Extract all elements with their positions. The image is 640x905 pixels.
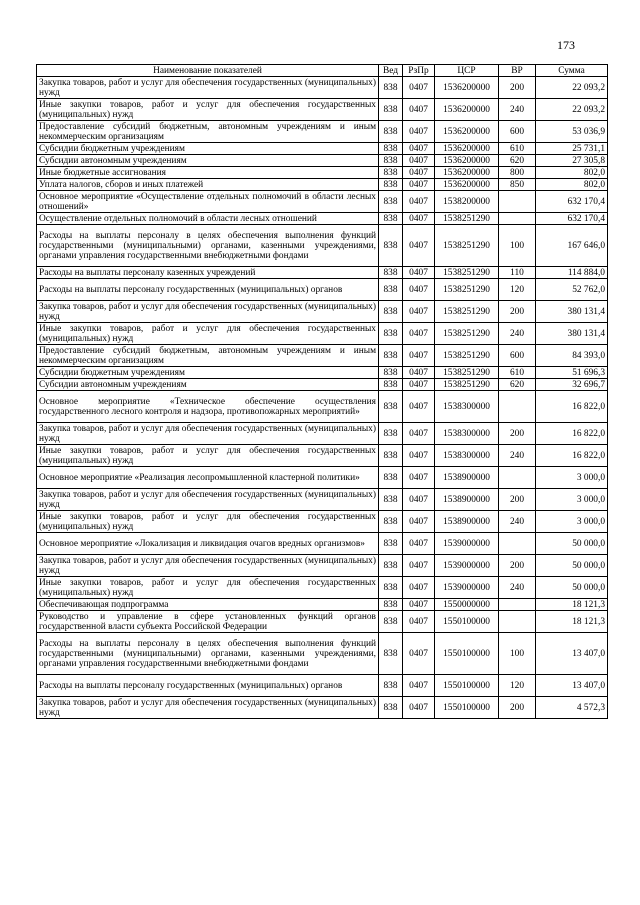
row-rzpr: 0407 — [403, 143, 435, 155]
row-sum: 3 000,0 — [536, 489, 608, 511]
table-row — [37, 213, 608, 225]
row-rzpr: 0407 — [403, 599, 435, 611]
row-name: Иные бюджетные ассигнования — [37, 167, 379, 179]
row-name: Расходы на выплаты персоналу в целях обеспечения выполнения функций государственными (муниципальными) органами, казенными учреждениями, органами управления государственными внебюджетными фондами — [37, 225, 379, 267]
row-rzpr: 0407 — [403, 489, 435, 511]
row-ved: 838 — [379, 533, 403, 555]
row-rzpr: 0407 — [403, 511, 435, 533]
table-row — [37, 167, 608, 179]
row-rzpr: 0407 — [403, 555, 435, 577]
row-rzpr: 0407 — [403, 379, 435, 391]
row-vr: 120 — [499, 675, 536, 697]
row-vr: 610 — [499, 367, 536, 379]
table-row — [37, 533, 608, 555]
row-vr: 200 — [499, 489, 536, 511]
row-ved: 838 — [379, 599, 403, 611]
table-row — [37, 577, 608, 599]
row-ved: 838 — [379, 379, 403, 391]
page-number: 173 — [557, 38, 575, 52]
row-sum: 632 170,4 — [536, 213, 608, 225]
table-row — [37, 511, 608, 533]
row-csr: 1538300000 — [435, 391, 499, 423]
row-name: Закупка товаров, работ и услуг для обеспечения государственных (муниципальных) нужд — [37, 489, 379, 511]
row-csr: 1550100000 — [435, 697, 499, 719]
row-vr: 100 — [499, 633, 536, 675]
table-row — [37, 391, 608, 423]
table-row — [37, 121, 608, 143]
row-ved: 838 — [379, 279, 403, 301]
row-rzpr: 0407 — [403, 179, 435, 191]
row-csr: 1538900000 — [435, 489, 499, 511]
row-sum: 167 646,0 — [536, 225, 608, 267]
row-vr: 240 — [499, 511, 536, 533]
row-vr: 240 — [499, 99, 536, 121]
header-vr: ВР — [499, 65, 536, 77]
row-sum: 52 762,0 — [536, 279, 608, 301]
row-csr: 1536200000 — [435, 167, 499, 179]
row-name: Основное мероприятие «Локализация и ликвидация очагов вредных организмов» — [37, 533, 379, 555]
row-vr — [499, 213, 536, 225]
row-rzpr: 0407 — [403, 367, 435, 379]
row-csr: 1536200000 — [435, 99, 499, 121]
row-csr: 1539000000 — [435, 577, 499, 599]
row-rzpr: 0407 — [403, 267, 435, 279]
row-name: Основное мероприятие «Техническое обеспечение осуществления государственного лесного контроля и надзора, противопожарных мероприятий» — [37, 391, 379, 423]
row-ved: 838 — [379, 611, 403, 633]
table-row — [37, 323, 608, 345]
row-rzpr: 0407 — [403, 611, 435, 633]
row-csr: 1539000000 — [435, 555, 499, 577]
row-sum: 3 000,0 — [536, 511, 608, 533]
row-rzpr: 0407 — [403, 697, 435, 719]
row-ved: 838 — [379, 267, 403, 279]
row-sum: 25 731,1 — [536, 143, 608, 155]
row-name: Расходы на выплаты персоналу государственных (муниципальных) органов — [37, 279, 379, 301]
row-name: Основное мероприятие «Осуществление отдельных полномочий в области лесных отношений» — [37, 191, 379, 213]
row-vr: 610 — [499, 143, 536, 155]
row-sum: 114 884,0 — [536, 267, 608, 279]
table-header-row — [37, 65, 608, 77]
row-csr: 1536200000 — [435, 77, 499, 99]
row-vr: 100 — [499, 225, 536, 267]
row-ved: 838 — [379, 155, 403, 167]
row-vr — [499, 611, 536, 633]
row-ved: 838 — [379, 345, 403, 367]
row-rzpr: 0407 — [403, 633, 435, 675]
row-vr: 620 — [499, 155, 536, 167]
row-csr: 1538251290 — [435, 367, 499, 379]
row-vr: 800 — [499, 167, 536, 179]
header-ved: Вед — [379, 65, 403, 77]
row-name: Осуществление отдельных полномочий в области лесных отношений — [37, 213, 379, 225]
row-rzpr: 0407 — [403, 225, 435, 267]
table-row — [37, 301, 608, 323]
row-rzpr: 0407 — [403, 279, 435, 301]
row-csr: 1538251290 — [435, 301, 499, 323]
row-ved: 838 — [379, 367, 403, 379]
table-row — [37, 633, 608, 675]
table-row — [37, 697, 608, 719]
row-name: Закупка товаров, работ и услуг для обеспечения государственных (муниципальных) нужд — [37, 301, 379, 323]
row-name: Предоставление субсидий бюджетным, автономным учреждениям и иным некоммерческим организациям — [37, 345, 379, 367]
row-csr: 1550100000 — [435, 675, 499, 697]
row-rzpr: 0407 — [403, 213, 435, 225]
row-csr: 1539000000 — [435, 533, 499, 555]
table-row — [37, 77, 608, 99]
row-vr: 200 — [499, 697, 536, 719]
row-rzpr: 0407 — [403, 323, 435, 345]
row-vr: 200 — [499, 301, 536, 323]
row-sum: 3 000,0 — [536, 467, 608, 489]
row-ved: 838 — [379, 633, 403, 675]
row-sum: 51 696,3 — [536, 367, 608, 379]
row-sum: 18 121,3 — [536, 599, 608, 611]
table-row — [37, 267, 608, 279]
row-rzpr: 0407 — [403, 191, 435, 213]
row-vr: 240 — [499, 445, 536, 467]
row-ved: 838 — [379, 423, 403, 445]
row-name: Иные закупки товаров, работ и услуг для обеспечения государственных (муниципальных) нужд — [37, 577, 379, 599]
row-name: Расходы на выплаты персоналу казенных учреждений — [37, 267, 379, 279]
row-name: Иные закупки товаров, работ и услуг для обеспечения государственных (муниципальных) нужд — [37, 445, 379, 467]
row-sum: 380 131,4 — [536, 301, 608, 323]
row-ved: 838 — [379, 467, 403, 489]
row-name: Предоставление субсидий бюджетным, автономным учреждениям и иным некоммерческим организациям — [37, 121, 379, 143]
row-name: Закупка товаров, работ и услуг для обеспечения государственных (муниципальных) нужд — [37, 697, 379, 719]
table-row — [37, 345, 608, 367]
row-vr: 620 — [499, 379, 536, 391]
row-vr: 240 — [499, 323, 536, 345]
table-row — [37, 467, 608, 489]
row-csr: 1538251290 — [435, 345, 499, 367]
table-row — [37, 599, 608, 611]
row-name: Иные закупки товаров, работ и услуг для обеспечения государственных (муниципальных) нужд — [37, 511, 379, 533]
row-name: Закупка товаров, работ и услуг для обеспечения государственных (муниципальных) нужд — [37, 77, 379, 99]
row-name: Иные закупки товаров, работ и услуг для обеспечения государственных (муниципальных) нужд — [37, 323, 379, 345]
row-ved: 838 — [379, 489, 403, 511]
row-sum: 802,0 — [536, 179, 608, 191]
row-ved: 838 — [379, 77, 403, 99]
table-row — [37, 99, 608, 121]
row-vr — [499, 533, 536, 555]
table-row — [37, 379, 608, 391]
row-csr: 1538251290 — [435, 213, 499, 225]
header-rzpr: РзПр — [403, 65, 435, 77]
table-row — [37, 191, 608, 213]
table-row — [37, 155, 608, 167]
row-csr: 1550100000 — [435, 611, 499, 633]
row-sum: 632 170,4 — [536, 191, 608, 213]
row-ved: 838 — [379, 301, 403, 323]
row-name: Закупка товаров, работ и услуг для обеспечения государственных (муниципальных) нужд — [37, 555, 379, 577]
table-row — [37, 423, 608, 445]
row-name: Обеспечивающая подпрограмма — [37, 599, 379, 611]
row-ved: 838 — [379, 323, 403, 345]
row-sum: 32 696,7 — [536, 379, 608, 391]
row-csr: 1536200000 — [435, 179, 499, 191]
row-name: Закупка товаров, работ и услуг для обеспечения государственных (муниципальных) нужд — [37, 423, 379, 445]
row-ved: 838 — [379, 391, 403, 423]
row-sum: 4 572,3 — [536, 697, 608, 719]
row-csr: 1538251290 — [435, 323, 499, 345]
table-row — [37, 611, 608, 633]
row-name: Субсидии бюджетным учреждениям — [37, 367, 379, 379]
row-sum: 50 000,0 — [536, 577, 608, 599]
row-rzpr: 0407 — [403, 675, 435, 697]
row-ved: 838 — [379, 697, 403, 719]
row-ved: 838 — [379, 179, 403, 191]
row-rzpr: 0407 — [403, 467, 435, 489]
row-csr: 1538251290 — [435, 225, 499, 267]
row-ved: 838 — [379, 213, 403, 225]
row-vr: 120 — [499, 279, 536, 301]
row-sum: 16 822,0 — [536, 391, 608, 423]
row-ved: 838 — [379, 167, 403, 179]
row-csr: 1538300000 — [435, 423, 499, 445]
row-rzpr: 0407 — [403, 577, 435, 599]
table-row — [37, 555, 608, 577]
header-name: Наименование показателей — [37, 65, 379, 77]
row-csr: 1538900000 — [435, 467, 499, 489]
row-name: Иные закупки товаров, работ и услуг для обеспечения государственных (муниципальных) нужд — [37, 99, 379, 121]
row-vr: 850 — [499, 179, 536, 191]
row-vr — [499, 467, 536, 489]
row-rzpr: 0407 — [403, 99, 435, 121]
row-vr: 600 — [499, 121, 536, 143]
row-csr: 1536200000 — [435, 155, 499, 167]
table-row — [37, 367, 608, 379]
row-sum: 380 131,4 — [536, 323, 608, 345]
row-csr: 1550100000 — [435, 633, 499, 675]
row-ved: 838 — [379, 191, 403, 213]
row-vr: 200 — [499, 77, 536, 99]
row-name: Расходы на выплаты персоналу в целях обеспечения выполнения функций государственными (муниципальными) органами, казенными учреждениями, органами управления государственными внебюджетными фондами — [37, 633, 379, 675]
row-ved: 838 — [379, 577, 403, 599]
row-vr — [499, 191, 536, 213]
row-csr: 1550000000 — [435, 599, 499, 611]
row-sum: 53 036,9 — [536, 121, 608, 143]
table-row — [37, 445, 608, 467]
row-name: Субсидии автономным учреждениям — [37, 379, 379, 391]
table-row — [37, 489, 608, 511]
row-sum: 18 121,3 — [536, 611, 608, 633]
row-sum: 84 393,0 — [536, 345, 608, 367]
header-sum: Сумма — [536, 65, 608, 77]
row-sum: 22 093,2 — [536, 77, 608, 99]
row-csr: 1538900000 — [435, 511, 499, 533]
table-row — [37, 179, 608, 191]
row-rzpr: 0407 — [403, 301, 435, 323]
table-row — [37, 675, 608, 697]
row-ved: 838 — [379, 445, 403, 467]
row-csr: 1536200000 — [435, 121, 499, 143]
row-csr: 1538251290 — [435, 267, 499, 279]
row-name: Основное мероприятие «Реализация лесопромышленной кластерной политики» — [37, 467, 379, 489]
row-vr — [499, 599, 536, 611]
row-rzpr: 0407 — [403, 77, 435, 99]
row-rzpr: 0407 — [403, 391, 435, 423]
row-name: Руководство и управление в сфере установленных функций органов государственной власти субъекта Российской Федерации — [37, 611, 379, 633]
row-vr: 240 — [499, 577, 536, 599]
row-rzpr: 0407 — [403, 445, 435, 467]
header-csr: ЦСР — [435, 65, 499, 77]
row-rzpr: 0407 — [403, 423, 435, 445]
row-rzpr: 0407 — [403, 533, 435, 555]
row-ved: 838 — [379, 555, 403, 577]
row-rzpr: 0407 — [403, 121, 435, 143]
row-name: Уплата налогов, сборов и иных платежей — [37, 179, 379, 191]
row-csr: 1538300000 — [435, 445, 499, 467]
row-ved: 838 — [379, 225, 403, 267]
row-rzpr: 0407 — [403, 345, 435, 367]
row-ved: 838 — [379, 143, 403, 155]
row-ved: 838 — [379, 511, 403, 533]
row-csr: 1536200000 — [435, 143, 499, 155]
row-ved: 838 — [379, 121, 403, 143]
row-name: Субсидии бюджетным учреждениям — [37, 143, 379, 155]
row-sum: 802,0 — [536, 167, 608, 179]
row-name: Расходы на выплаты персоналу государственных (муниципальных) органов — [37, 675, 379, 697]
row-ved: 838 — [379, 99, 403, 121]
row-csr: 1538200000 — [435, 191, 499, 213]
row-vr: 600 — [499, 345, 536, 367]
row-sum: 13 407,0 — [536, 633, 608, 675]
row-sum: 22 093,2 — [536, 99, 608, 121]
row-sum: 16 822,0 — [536, 423, 608, 445]
table-row — [37, 143, 608, 155]
row-sum: 27 305,8 — [536, 155, 608, 167]
row-rzpr: 0407 — [403, 167, 435, 179]
table-row — [37, 279, 608, 301]
row-ved: 838 — [379, 675, 403, 697]
row-sum: 50 000,0 — [536, 533, 608, 555]
row-vr — [499, 391, 536, 423]
row-csr: 1538251290 — [435, 279, 499, 301]
row-csr: 1538251290 — [435, 379, 499, 391]
row-name: Субсидии автономным учреждениям — [37, 155, 379, 167]
row-sum: 16 822,0 — [536, 445, 608, 467]
row-sum: 13 407,0 — [536, 675, 608, 697]
row-rzpr: 0407 — [403, 155, 435, 167]
row-vr: 110 — [499, 267, 536, 279]
row-vr: 200 — [499, 423, 536, 445]
budget-table — [36, 64, 608, 719]
table-row — [37, 225, 608, 267]
row-vr: 200 — [499, 555, 536, 577]
row-sum: 50 000,0 — [536, 555, 608, 577]
